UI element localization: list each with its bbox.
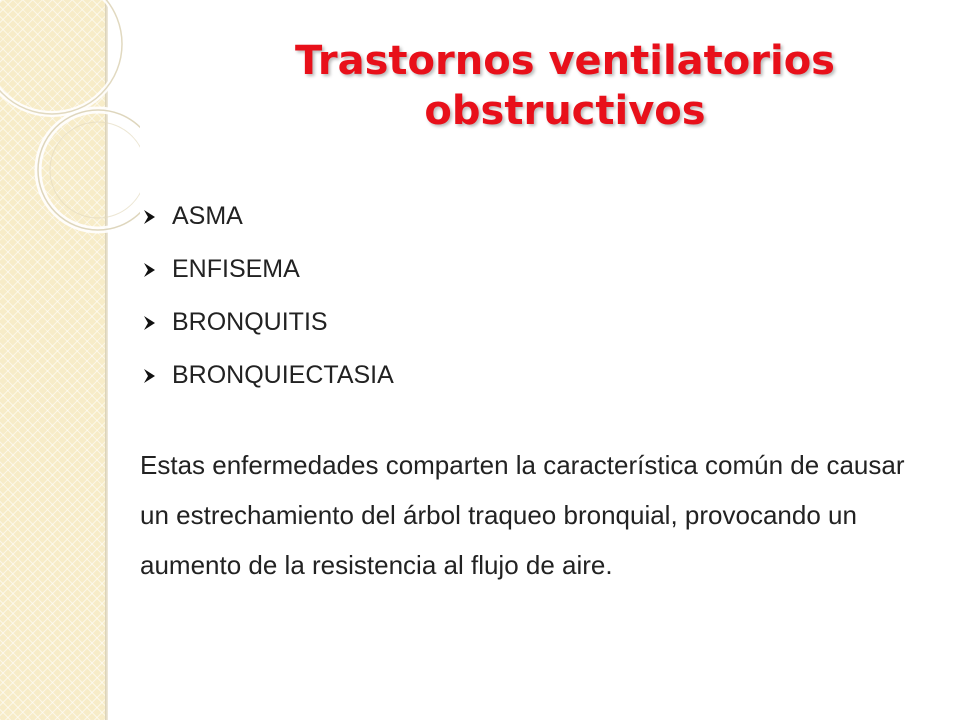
arrow-bullet-icon — [140, 260, 170, 280]
list-item — [140, 190, 394, 243]
list-item-label: ENFISEMA — [172, 255, 300, 283]
list-item-label: BRONQUIECTASIA — [172, 361, 394, 389]
arrow-bullet-icon — [140, 313, 170, 333]
disease-list — [140, 190, 394, 402]
list-item — [140, 349, 394, 402]
list-item — [140, 296, 394, 349]
description-paragraph: Estas enfermedades comparten la característica común de causar un estrechamiento del árbol traqueo bronquial, provocando un aumento de la resistencia al flujo de aire. — [140, 450, 905, 580]
list-item — [140, 243, 394, 296]
slide-title — [200, 36, 930, 136]
arrow-bullet-icon — [140, 366, 170, 386]
arrow-bullet-icon — [140, 207, 170, 227]
decorative-rings — [0, 0, 140, 260]
title-line-2: obstructivos — [424, 88, 706, 134]
list-item-label: BRONQUITIS — [172, 308, 328, 336]
list-item-label: ASMA — [172, 202, 243, 230]
title-line-1: Trastornos ventilatorios — [295, 38, 835, 84]
